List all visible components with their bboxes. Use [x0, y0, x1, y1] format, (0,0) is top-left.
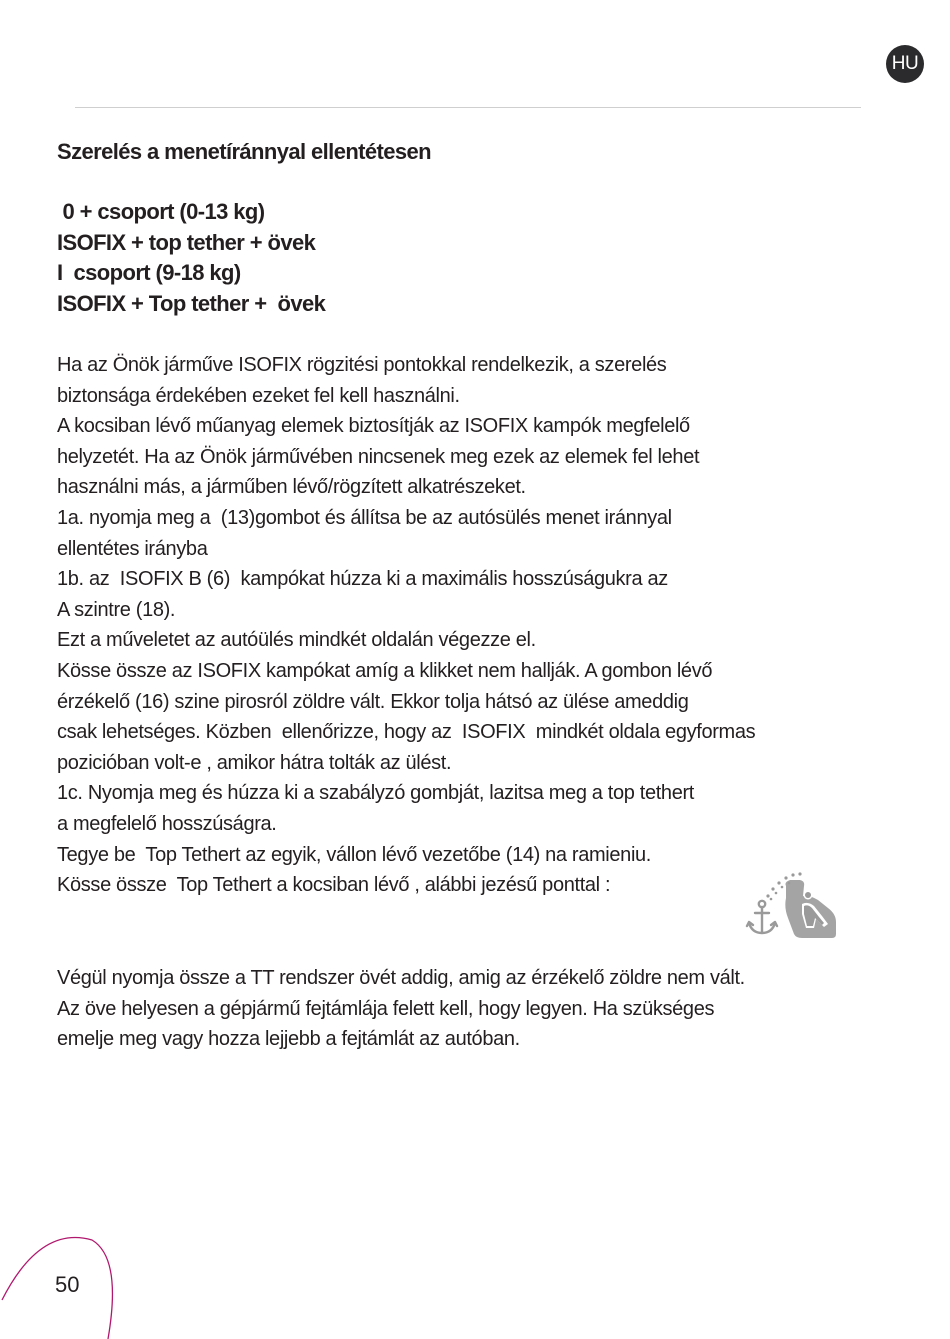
header-divider — [75, 107, 861, 108]
final-line: Az öve helyesen a gépjármű fejtámlája felett kell, hogy legyen. Ha szükséges — [57, 997, 715, 1020]
body-line: a megfelelő hosszúságra. — [57, 812, 277, 835]
final-line: emelje meg vagy hozza lejjebb a fejtámlát az autóban. — [57, 1028, 520, 1051]
body-line: ellentétes irányba — [57, 537, 208, 560]
anchor-seat-icon — [744, 868, 840, 940]
language-badge: HU — [886, 45, 924, 83]
section-heading: Szerelés a menetíránnyal ellentétesen — [57, 139, 431, 164]
body-line: biztonsága érdekében ezeket fel kell használni. — [57, 384, 460, 407]
body-line: Ha az Önök járműve ISOFIX rögzitési pontokkal rendelkezik, a szerelés — [57, 354, 667, 376]
final-line: Végül nyomja össze a TT rendszer övét addig, amig az érzékelő zöldre nem vált. — [57, 967, 745, 989]
body-line: érzékelő (16) szine pirosról zöldre vált. Ekkor tolja hátsó az ülése ameddig — [57, 690, 689, 713]
body-line: pozicióban volt-e , amikor hátra tolták az ülést. — [57, 751, 452, 774]
body-line: csak lehetséges. Közben ellenőrizze, hogy az ISOFIX mindkét oldala egyformas — [57, 721, 756, 744]
page-number: 50 — [55, 1272, 80, 1297]
instructions-body — [57, 350, 917, 901]
body-line: helyzetét. Ha az Önök járművében nincsenek meg ezek az elemek fel lehet — [57, 445, 700, 468]
body-line: 1b. az ISOFIX B (6) kampókat húzza ki a maximális hosszúságukra az — [57, 568, 668, 591]
body-line: Tegye be Top Tethert az egyik, vállon lévő vezetőbe (14) na ramieniu. — [57, 843, 652, 866]
body-line: A kocsiban lévő műanyag elemek biztosítják az ISOFIX kampók megfelelő — [57, 415, 690, 438]
body-line: használni más, a járműben lévő/rögzített alkatrészeket. — [57, 476, 526, 499]
body-line: 1c. Nyomja meg és húzza ki a szabályzó gombját, lazitsa meg a top tethert — [57, 782, 694, 805]
group-line: 0 + csoport (0-13 kg) — [57, 199, 265, 224]
group-line: ISOFIX + Top tether + övek — [57, 290, 326, 316]
group-line: I csoport (9-18 kg) — [57, 260, 241, 285]
body-line: Kösse össze Top Tethert a kocsiban lévő , alábbi jezésű ponttal : — [57, 874, 611, 897]
group-line: ISOFIX + top tether + övek — [57, 229, 316, 255]
body-line: Kösse össze az ISOFIX kampókat amíg a klikket nem hallják. A gombon lévő — [57, 659, 713, 682]
body-line: 1a. nyomja meg a (13)gombot és állítsa be az autósülés menet iránnyal — [57, 506, 672, 529]
body-line: Ezt a műveletet az autóülés mindkét oldalán végezze el. — [57, 629, 536, 652]
body-line: A szintre (18). — [57, 598, 176, 621]
closing-paragraph — [57, 963, 917, 1055]
group-list — [57, 197, 325, 319]
